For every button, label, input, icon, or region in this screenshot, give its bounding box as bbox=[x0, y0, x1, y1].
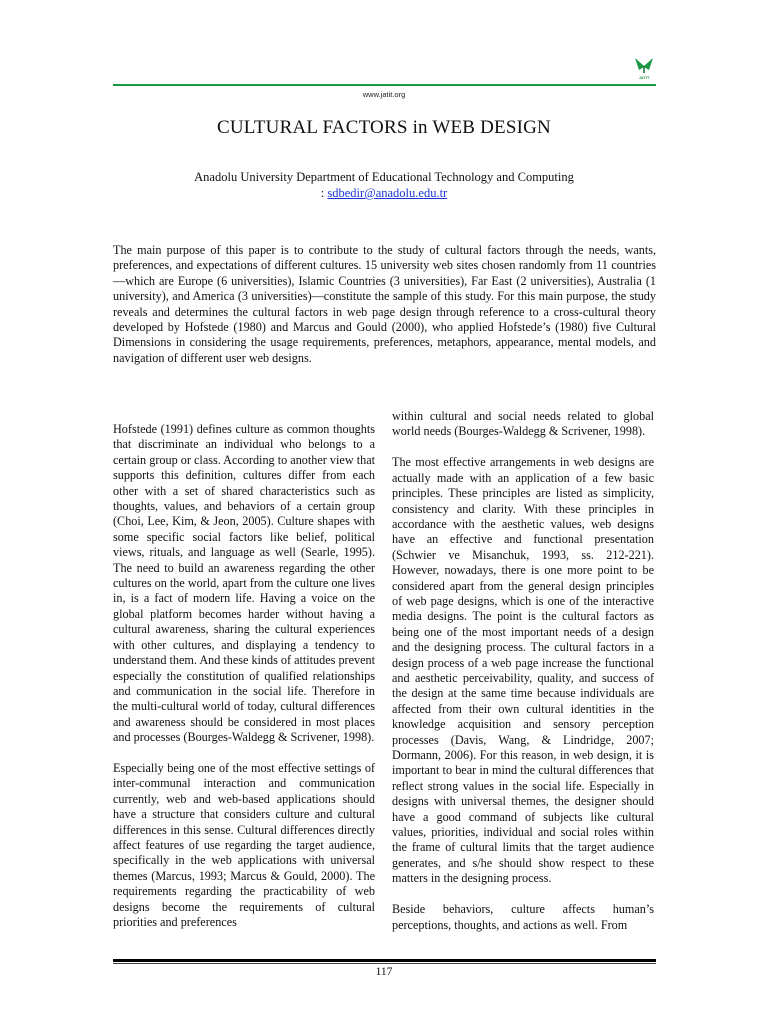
site-url: www.jatit.org bbox=[362, 90, 406, 99]
footer-rule-thin bbox=[113, 963, 656, 964]
paragraph: Hofstede (1991) defines culture as common thoughts that discriminate an individual who belongs to a certain group or class. According to another view that supports this definition, cultures differ from each other with a set of shared characteristics such as thoughts, values, and behaviors of a certain group (Choi, Lee, Kim, & Jeon, 2005). Culture shapes with some specific social factors like belief, political views, rituals, and language as well (Searle, 1995). The need to build an awareness regarding the other cultures on the world, apart from the culture one lives in, is a fact of modern life. Having a voice on the global platform becomes harder without having a cultural awareness, sharing the cultural experiences with other cultures, and displaying a tendency to understand them. And these kinds of attitudes prevent especially the constitution of qualified relationships and communication in the social life. Therefore in the multi-cultural world of today, cultural differences and awareness should be considered in most places and processes (Bourges-Waldegg & Scrivener, 1998). bbox=[113, 422, 375, 745]
abstract: The main purpose of this paper is to contribute to the study of cultural factors through the needs, wants, preferences, and expectations of different cultures. 15 university web sites chosen randomly from 11 countries—which are Europe (6 universities), Islamic Countries (3 universities), Far East (2 universities), Australia (1 university), and America (3 universities)—constitute the sample of this study. For this main purpose, the study reveals and determines the cultural factors in web page design through reference to a cross-cultural theory developed by Hofstede (1980) and Marcus and Gould (2000), who applied Hofstede’s (1980) five Cultural Dimensions in considering the usage requirements, preferences, metaphors, appearance, mental models, and navigation of different user web designs. bbox=[113, 243, 656, 365]
left-column bbox=[113, 422, 375, 946]
email-prefix: : bbox=[320, 186, 328, 200]
paper-title: CULTURAL FACTORS in WEB DESIGN bbox=[217, 117, 551, 138]
right-column bbox=[392, 409, 654, 949]
affiliation: Anadolu University Department of Educational Technology and Computing bbox=[194, 170, 574, 184]
logo-text: JATIT bbox=[638, 75, 650, 80]
footer-rule bbox=[113, 959, 656, 962]
email-link[interactable]: sdbedir@anadolu.edu.tr bbox=[327, 186, 448, 200]
paragraph: Beside behaviors, culture affects human’s perceptions, thoughts, and actions as well. From bbox=[392, 902, 654, 932]
paragraph: The most effective arrangements in web designs are actually made with an application of a few basic principles. These principles are listed as simplicity, consistency and clarity. With these principles in accordance with the aesthetic values, web designs have an effective and functional presentation (Schwier ve Misanchuk, 1993, ss. 212-221). However, nowadays, there is one more point to be considered apart from the general design principles of web page designs, which is one of the interactive media designs. The point is the cultural factors as being one of the most important needs of a design and the designing process. The cultural factors in a design process of a web page increase the functional and aesthetic perceivability, quality, and success of the design at the same time because individuals are affected from their own cultural identities in the knowledge acquisition and sensory perception processes (Davis, Wang, & Lindridge, 2007; Dormann, 2006). For this reason, in web design, it is important to bear in mind the cultural differences that reflect strong values in the social life. Especially in designs with universal themes, the designer should have a good command of subjects like cultural values, priorities, individual and social roles within the frame of cultural limits that the target audience generates, and s/he should show respect to these matters in the designing process. bbox=[392, 455, 654, 886]
paragraph: within cultural and social needs related to global world needs (Bourges-Waldegg & Scrivener, 1998). bbox=[392, 409, 654, 439]
header-rule bbox=[113, 84, 656, 86]
page-number: 117 bbox=[375, 966, 393, 978]
journal-logo bbox=[633, 56, 655, 82]
author-affiliation-block bbox=[0, 169, 768, 201]
email-line bbox=[0, 185, 768, 201]
paragraph: Especially being one of the most effective settings of inter-communal interaction and communication currently, web and web-based applications should have a structure that considers culture and cultural differences in this sense. Cultural differences directly affect features of use regarding the target audience, specifically in the web applications with universal themes (Marcus, 1993; Marcus & Gould, 2000). The requirements regarding the practicability of web designs become the requirements of cultural priorities and preferences bbox=[113, 761, 375, 930]
